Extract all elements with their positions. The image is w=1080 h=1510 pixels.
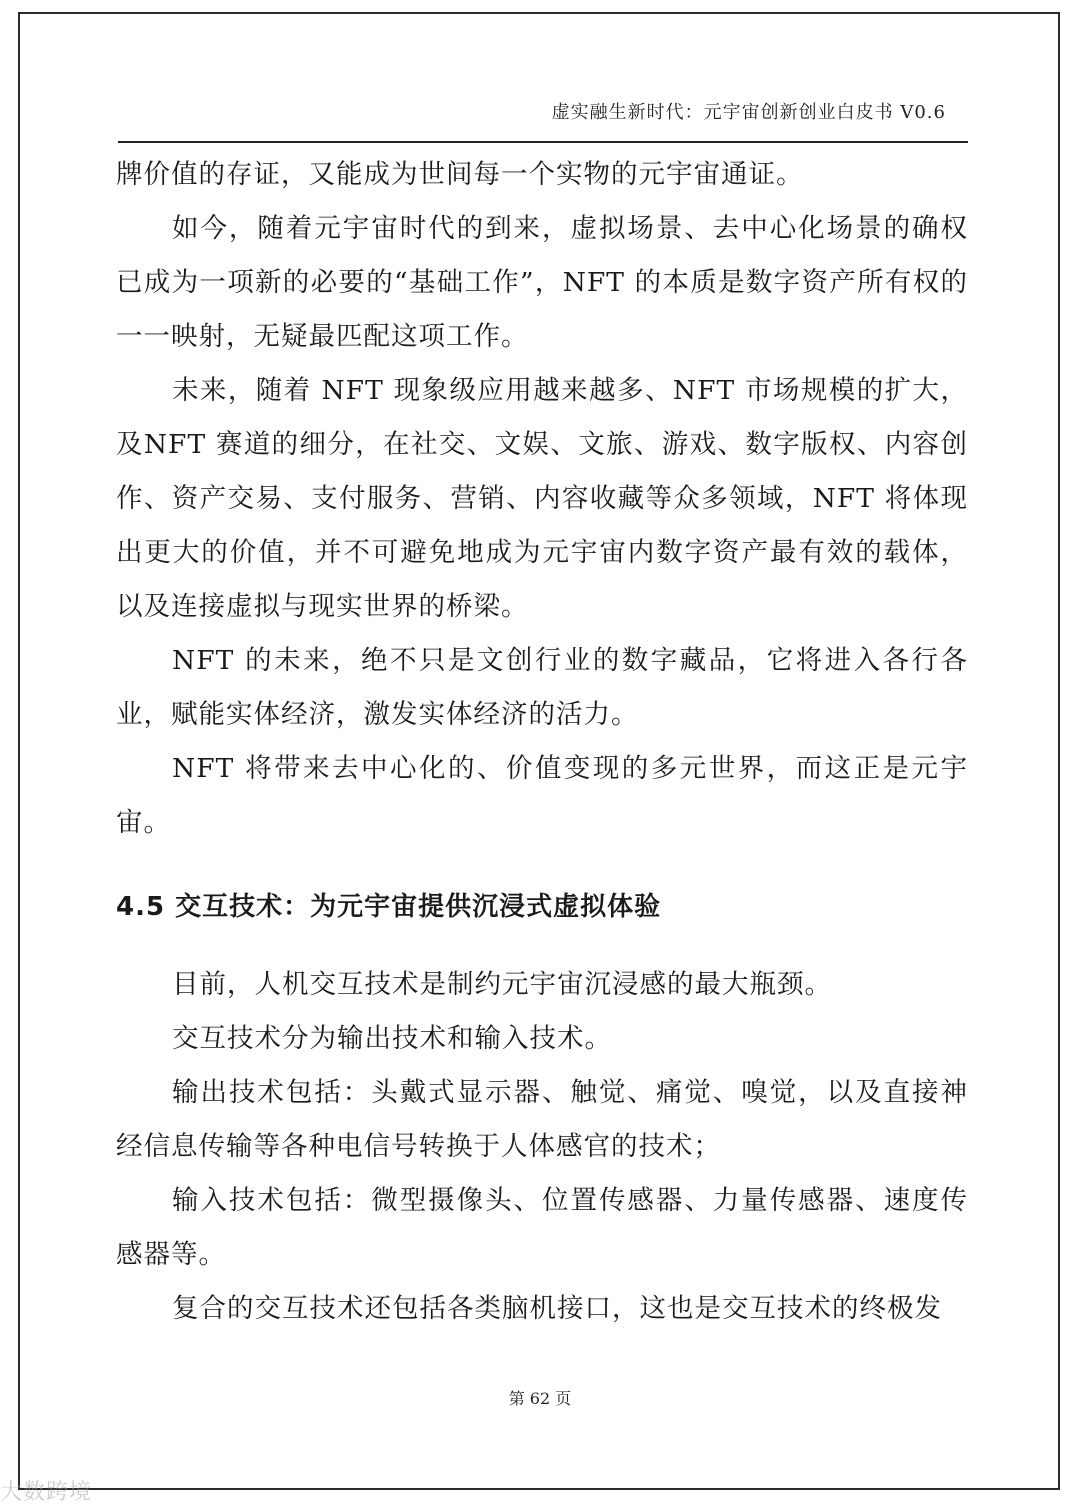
paragraph: 输入技术包括：微型摄像头、位置传感器、力量传感器、速度传感器等。	[116, 1185, 968, 1270]
running-header: 虚实融生新时代：元宇宙创新创业白皮书 V0.6	[551, 102, 946, 123]
paragraph: 输出技术包括：头戴式显示器、触觉、痛觉、嗅觉，以及直接神经信息传输等各种电信号转换于人体感官的技术；	[116, 1077, 968, 1162]
paragraph: 目前，人机交互技术是制约元宇宙沉浸感的最大瓶颈。	[172, 969, 832, 1000]
section-heading: 4.5 交互技术：为元宇宙提供沉浸式虚拟体验	[116, 892, 662, 922]
header-rule	[118, 141, 968, 143]
paragraph: 牌价值的存证，又能成为世间每一个实物的元宇宙通证。	[116, 159, 804, 190]
paragraph: 复合的交互技术还包括各类脑机接口，这也是交互技术的终极发	[172, 1293, 942, 1324]
paragraph: 未来，随着 NFT 现象级应用越来越多、NFT 市场规模的扩大，及NFT 赛道的细分，在社交、文娱、文旅、游戏、数字版权、内容创作、资产交易、支付服务、营销、内容收藏等众多领域，NFT 将体现出更大的价值，并不可避免地成为元宇宙内数字资产最有效的载体，以及连接虚拟与现实世界的桥梁。	[116, 375, 968, 622]
page-number: 第 62 页	[508, 1389, 572, 1408]
body-block-interaction	[116, 958, 968, 1336]
paragraph: 交互技术分为输出技术和输入技术。	[172, 1023, 612, 1054]
paragraph: 如今，随着元宇宙时代的到来，虚拟场景、去中心化场景的确权已成为一项新的必要的“基础工作”，NFT 的本质是数字资产所有权的一一映射，无疑最匹配这项工作。	[116, 213, 968, 352]
watermark: 大数跨境	[0, 1480, 93, 1505]
paragraph: NFT 将带来去中心化的、价值变现的多元世界，而这正是元宇宙。	[116, 753, 968, 838]
body-block-nft	[116, 148, 968, 850]
paragraph: NFT 的未来，绝不只是文创行业的数字藏品，它将进入各行各业，赋能实体经济，激发实体经济的活力。	[116, 645, 968, 730]
